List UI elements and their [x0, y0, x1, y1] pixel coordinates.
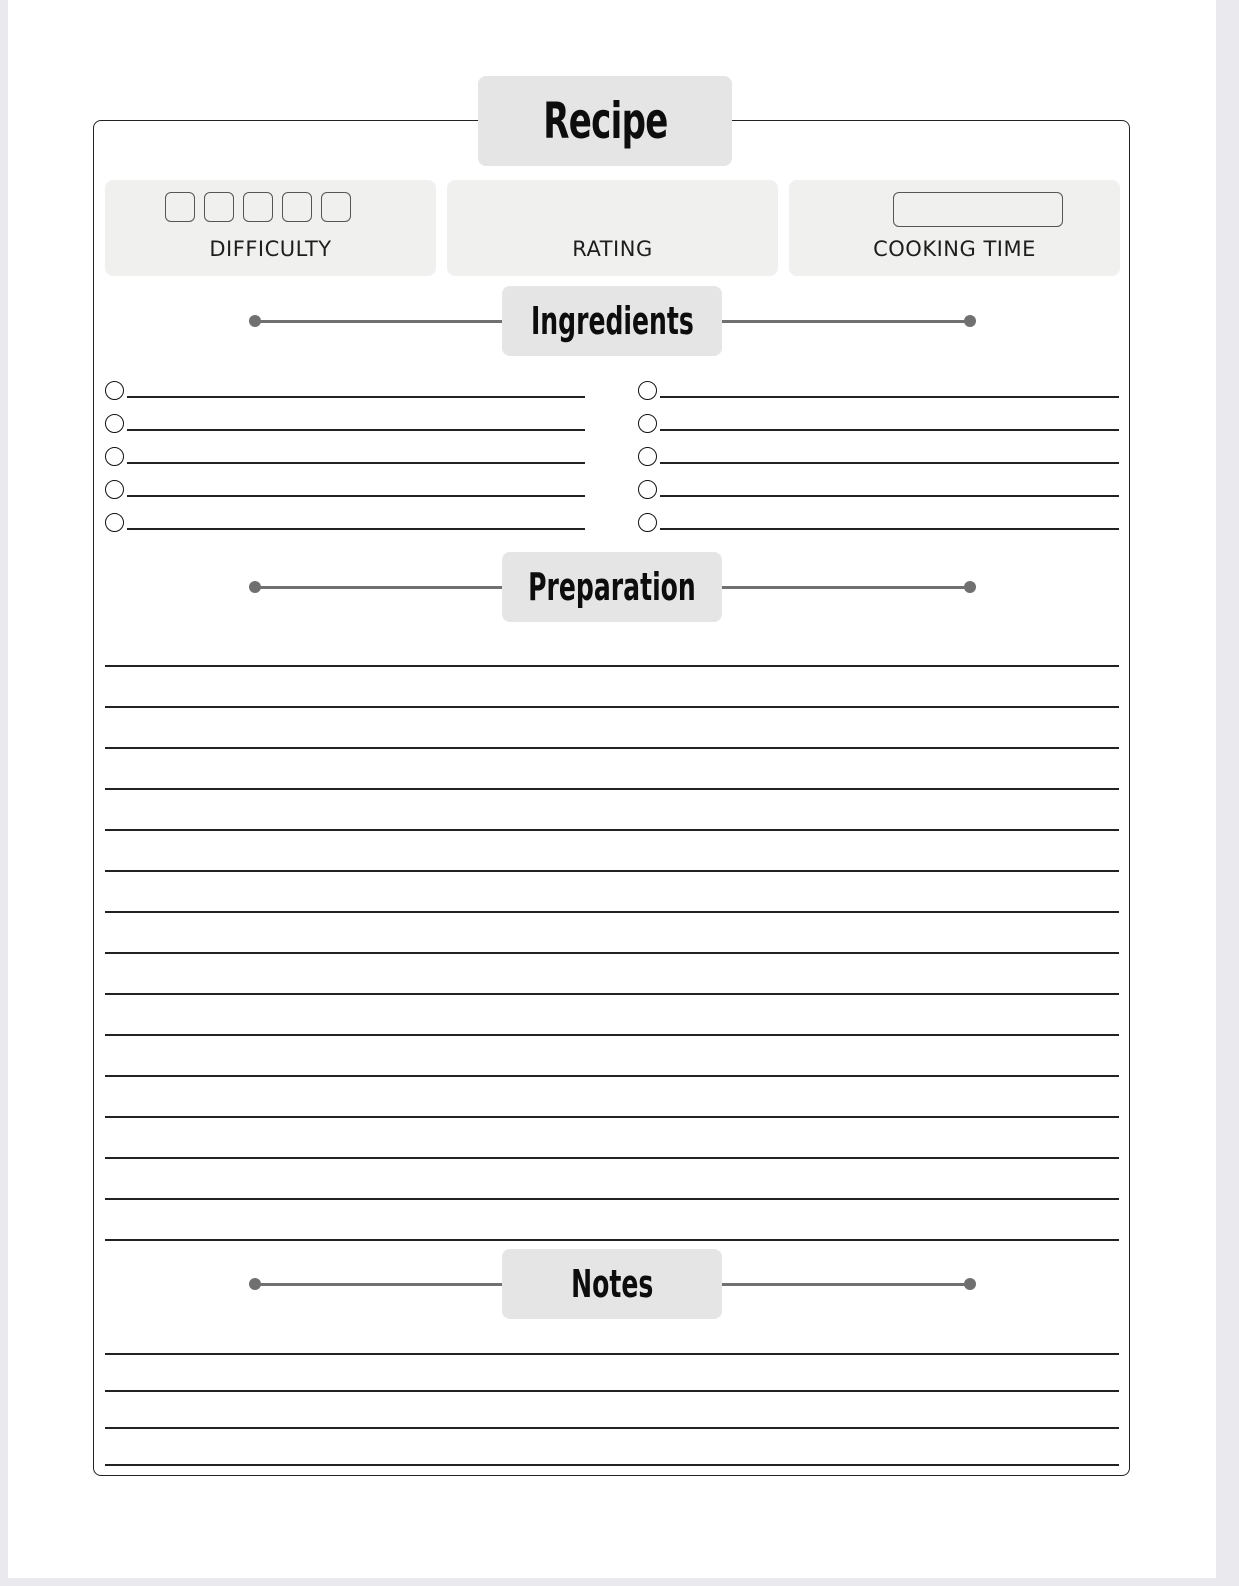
- ingredient-line[interactable]: [127, 429, 585, 431]
- rating-box: [447, 180, 778, 276]
- ingredients-title: Ingredients: [530, 299, 694, 343]
- ingredient-checkbox[interactable]: [105, 381, 124, 400]
- divider-line: [254, 1283, 504, 1286]
- rating-label: RATING: [572, 237, 653, 261]
- preparation-line[interactable]: [105, 706, 1119, 708]
- preparation-line[interactable]: [105, 911, 1119, 913]
- preparation-line[interactable]: [105, 870, 1119, 872]
- preparation-line[interactable]: [105, 665, 1119, 667]
- ingredients-tab: [502, 286, 722, 356]
- preparation-title: Preparation: [528, 565, 696, 609]
- preparation-line[interactable]: [105, 1116, 1119, 1118]
- divider-dot: [964, 581, 976, 593]
- preparation-tab: [502, 552, 722, 622]
- ingredient-line[interactable]: [660, 462, 1119, 464]
- divider-line: [720, 586, 972, 589]
- divider-dot: [964, 315, 976, 327]
- preparation-line[interactable]: [105, 1034, 1119, 1036]
- cooking-time-field[interactable]: [893, 192, 1063, 227]
- page-title: Recipe: [542, 92, 668, 150]
- ingredient-checkbox[interactable]: [105, 414, 124, 433]
- difficulty-label: DIFFICULTY: [209, 237, 332, 261]
- preparation-header: [8, 552, 1216, 622]
- ingredient-checkbox[interactable]: [638, 381, 657, 400]
- difficulty-checkbox[interactable]: [243, 192, 273, 222]
- divider-line: [720, 320, 972, 323]
- difficulty-checkbox[interactable]: [165, 192, 195, 222]
- preparation-line[interactable]: [105, 747, 1119, 749]
- preparation-line[interactable]: [105, 993, 1119, 995]
- notes-line[interactable]: [105, 1464, 1119, 1466]
- ingredient-line[interactable]: [127, 462, 585, 464]
- title-tab: [478, 76, 732, 166]
- preparation-line[interactable]: [105, 952, 1119, 954]
- cooking-time-label: COOKING TIME: [873, 237, 1036, 261]
- notes-line[interactable]: [105, 1353, 1119, 1355]
- ingredient-checkbox[interactable]: [638, 480, 657, 499]
- recipe-page: [8, 0, 1216, 1578]
- divider-line: [254, 320, 504, 323]
- preparation-line[interactable]: [105, 1239, 1119, 1241]
- difficulty-checkbox[interactable]: [321, 192, 351, 222]
- difficulty-checkboxes: [165, 192, 351, 222]
- preparation-line[interactable]: [105, 1157, 1119, 1159]
- notes-header: [8, 1249, 1216, 1319]
- ingredient-line[interactable]: [127, 495, 585, 497]
- notes-line[interactable]: [105, 1427, 1119, 1429]
- difficulty-checkbox[interactable]: [204, 192, 234, 222]
- preparation-line[interactable]: [105, 1075, 1119, 1077]
- ingredient-line[interactable]: [660, 495, 1119, 497]
- notes-line[interactable]: [105, 1390, 1119, 1392]
- preparation-line[interactable]: [105, 788, 1119, 790]
- divider-line: [254, 586, 504, 589]
- ingredient-line[interactable]: [660, 528, 1119, 530]
- ingredient-checkbox[interactable]: [638, 513, 657, 532]
- notes-title: Notes: [570, 1262, 654, 1306]
- ingredient-checkbox[interactable]: [105, 480, 124, 499]
- ingredients-header: [8, 286, 1216, 356]
- ingredient-checkbox[interactable]: [638, 414, 657, 433]
- ingredient-line[interactable]: [660, 429, 1119, 431]
- ingredient-checkbox[interactable]: [105, 447, 124, 466]
- preparation-line[interactable]: [105, 1198, 1119, 1200]
- ingredient-checkbox[interactable]: [638, 447, 657, 466]
- divider-dot: [964, 1278, 976, 1290]
- divider-line: [720, 1283, 972, 1286]
- difficulty-checkbox[interactable]: [282, 192, 312, 222]
- preparation-line[interactable]: [105, 829, 1119, 831]
- difficulty-box: [105, 180, 436, 276]
- ingredient-line[interactable]: [127, 528, 585, 530]
- ingredient-line[interactable]: [660, 396, 1119, 398]
- notes-tab: [502, 1249, 722, 1319]
- ingredient-line[interactable]: [127, 396, 585, 398]
- cooking-time-box: [789, 180, 1120, 276]
- ingredient-checkbox[interactable]: [105, 513, 124, 532]
